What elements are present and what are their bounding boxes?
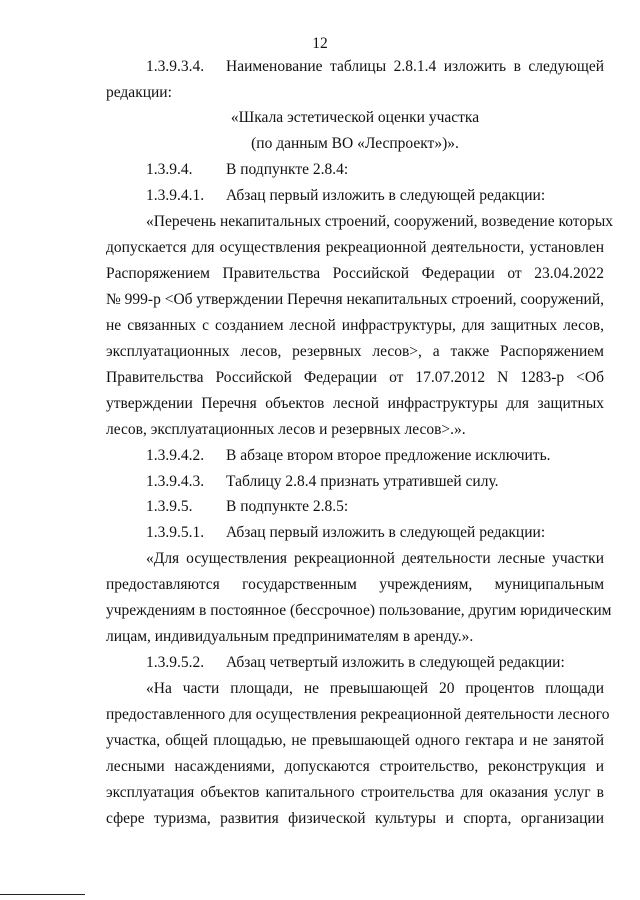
clause-number: 1.3.9.5.1. xyxy=(146,524,205,541)
clause-number: 1.3.9.4.3. xyxy=(146,473,205,490)
text-line: участка, общей площадью, не превышающей одного гектара и не занятой xyxy=(106,732,604,749)
text-line: не связанных с созданием лесной инфраструктуры, для защитных лесов, xyxy=(106,317,604,334)
text-line: лицам, индивидуальным предпринимателям в аренду.». xyxy=(106,628,474,645)
text-line: Правительства Российской Федерации от 17.07.2012 N 1283-р <Об xyxy=(106,369,604,386)
footnote-separator xyxy=(0,894,85,895)
text-line xyxy=(146,496,604,518)
clause-text: Абзац четвертый изложить в следующей редакции: xyxy=(226,654,565,671)
text-line: предоставляются государственным учреждениям, муниципальным xyxy=(106,576,604,593)
clause-number: 1.3.9.5. xyxy=(146,498,193,515)
text-line: № 999-р <Об утверждении Перечня некапитальных строений, сооружений, xyxy=(106,291,604,308)
text-line: допускается для осуществления рекреационной деятельности, установлен xyxy=(106,239,604,256)
clause-text: Наименование таблицы 2.8.1.4 изложить в следующей xyxy=(226,58,604,75)
clause-text: Абзац первый изложить в следующей редакции: xyxy=(226,187,546,204)
clause-number: 1.3.9.3.4. xyxy=(146,58,205,75)
text-line: лесов, эксплуатационных лесов и резервных лесов>.». xyxy=(106,421,466,438)
text-line: «Перечень некапитальных строений, сооружений, возведение которых xyxy=(146,213,613,230)
clause-text: В абзаце втором второе предложение исключить. xyxy=(226,447,551,464)
text-line: «Для осуществления рекреационной деятельности лесные участки xyxy=(146,550,604,567)
clause-number: 1.3.9.5.2. xyxy=(146,654,205,671)
text-line: редакции: xyxy=(106,84,172,101)
text-line: сфере туризма, развития физической культуры и спорта, организации xyxy=(106,810,604,827)
table-title-line: (по данным ВО «Леспроект»)». xyxy=(251,135,459,152)
clause-text: Абзац первый изложить в следующей редакции: xyxy=(226,524,546,541)
text-line: учреждениям в постоянное (бессрочное) пользование, другим юридическим xyxy=(106,602,612,619)
text-line xyxy=(146,159,604,181)
clause-text: Таблицу 2.8.4 признать утратившей силу. xyxy=(226,473,499,490)
clause-text: В подпункте 2.8.5: xyxy=(226,498,349,515)
clause-number: 1.3.9.4.1. xyxy=(146,187,205,204)
text-line: «На части площади, не превышающей 20 процентов площади xyxy=(146,680,604,697)
table-title-line: «Шкала эстетической оценки участка xyxy=(230,109,480,126)
clause-text: В подпункте 2.8.4: xyxy=(226,161,349,178)
text-line xyxy=(146,185,604,207)
page-number: 12 xyxy=(312,35,328,52)
text-line xyxy=(146,471,604,493)
text-line: утверждении Перечня объектов лесной инфраструктуры для защитных xyxy=(106,395,604,412)
text-line: Распоряжением Правительства Российской Федерации от 23.04.2022 xyxy=(106,265,604,282)
text-line: эксплуатационных лесов, резервных лесов>, а также Распоряжением xyxy=(106,343,604,360)
text-line xyxy=(146,56,604,78)
clause-number: 1.3.9.4. xyxy=(146,161,193,178)
text-line: предоставленного для осуществления рекреационной деятельности лесного xyxy=(106,706,610,723)
text-line xyxy=(146,652,604,674)
text-line: эксплуатация объектов капитального строительства для оказания услуг в xyxy=(106,784,604,801)
text-line xyxy=(146,522,604,544)
text-line: лесными насаждениями, допускаются строительство, реконструкция и xyxy=(106,758,604,775)
clause-number: 1.3.9.4.2. xyxy=(146,447,205,464)
text-line xyxy=(146,445,604,467)
